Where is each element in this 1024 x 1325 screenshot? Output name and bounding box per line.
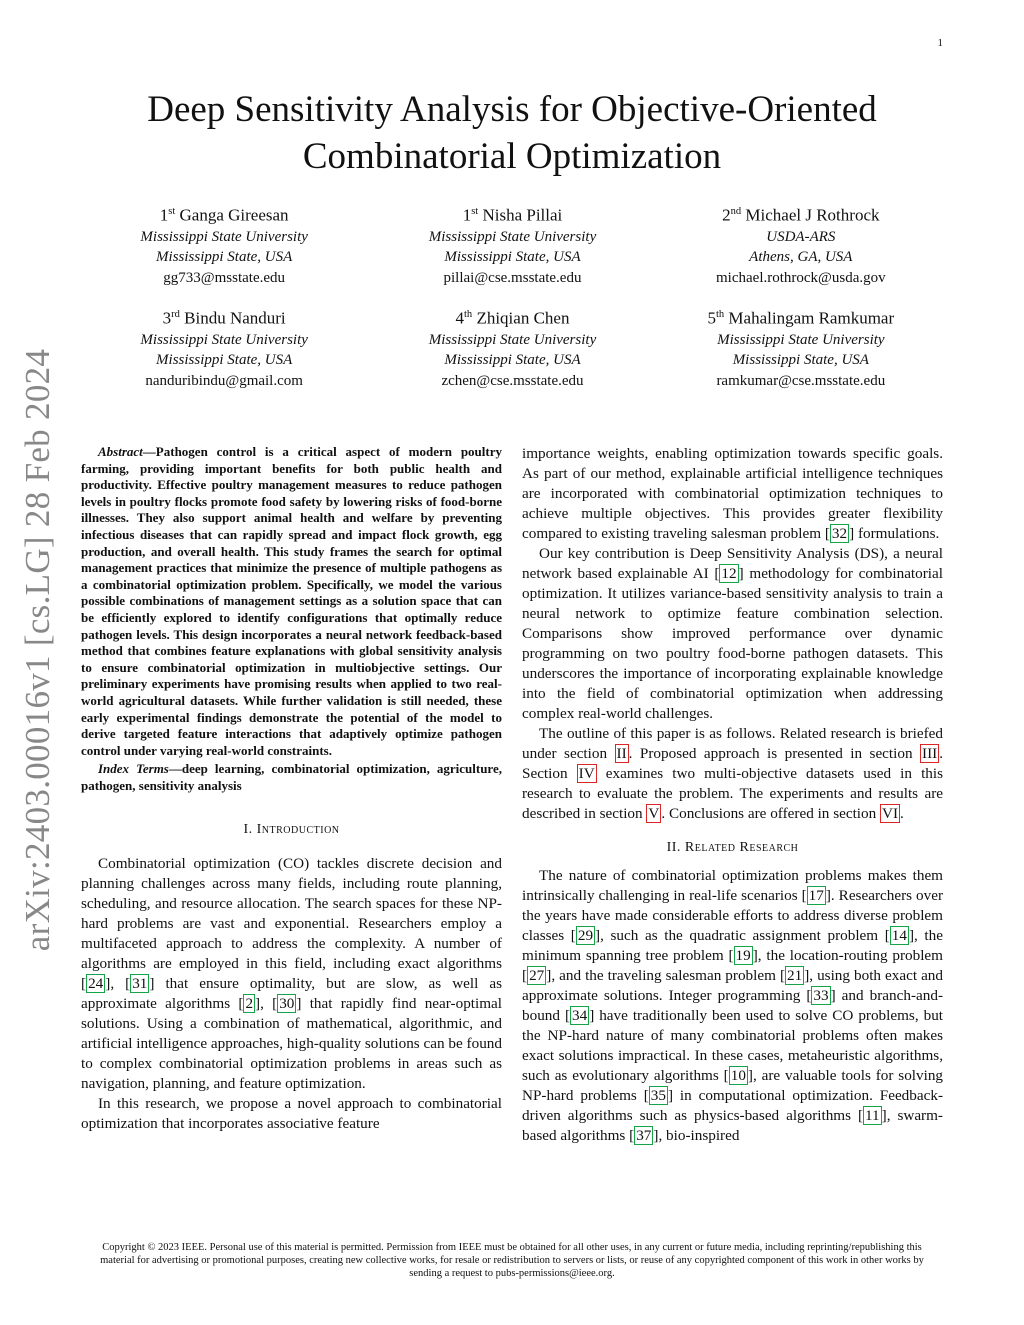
author-card (80, 200, 368, 288)
author-location: Mississippi State, USA (156, 352, 293, 369)
text-run: Our key contribution is Deep Sensitivity Analysis (DS), a neural network based explainable AI (522, 545, 943, 582)
section-link[interactable]: IV (578, 765, 595, 782)
author-name-line (368, 200, 656, 227)
author-name: Ganga Gireesan (179, 205, 289, 225)
section-link[interactable]: II (616, 745, 627, 762)
abstract (81, 444, 502, 759)
citation-link[interactable]: 34 (572, 1007, 588, 1024)
section-link[interactable]: III (922, 745, 938, 762)
intro-paragraph-1: Combinatorial optimization (CO) tackles discrete decision and planning challenges across many fields, including route planning, scheduling, and resource allocation. The search spaces for these NP-hard problems are vast and exponential. Researchers employ a multifaceted approach to address the complexity. A number of algorithms are employed in this field, including exact algorithms [ 24 ], [ 31 ] that ensure optimality, but are slow, as well as approximate algorithms [ 2 ], [ 30 ] that rapidly find near-optimal solutions. Using a combination of mathematical, algorithmic, and artificial intelligence approaches, high-quality solutions can be found to complex combinatorial optimization problems in areas such as navigation, planning, and feature optimization. (81, 855, 503, 1093)
section-link[interactable]: V (648, 805, 660, 822)
citation-link[interactable]: 30 (279, 995, 295, 1013)
citation-link[interactable]: 33 (813, 987, 829, 1004)
author-card (657, 200, 945, 288)
text-run: that rapidly find near-optimal solutions. Using a combination of mathematical, algorithmic, and artificial intelligence approaches, high-quality solutions can be found to complex combinatorial optimization problems in areas such as navigation, planning, and feature optimization. (81, 995, 502, 1093)
author-affiliation: Mississippi State University (140, 228, 308, 245)
text-run: , the minimum spanning tree problem (522, 927, 943, 964)
author-affiliation: Mississippi State University (428, 228, 597, 245)
text-run: , the location-routing problem (757, 947, 943, 964)
abstract-label: Abstract (98, 444, 143, 459)
author-email: gg733@msstate.edu (163, 269, 286, 286)
author-affiliation: Mississippi State University (428, 331, 597, 348)
citation-link[interactable]: 17 (808, 887, 824, 904)
citation-link[interactable]: 29 (577, 927, 594, 944)
author-affiliation: Mississippi State University (140, 331, 308, 348)
index-terms-label: Index Terms (98, 761, 169, 777)
author-ordinal-suffix: st (471, 206, 479, 217)
author-email: nanduribindu@gmail.com (145, 372, 303, 389)
author-ordinal: 3 (162, 308, 172, 328)
section-link[interactable]: VI (882, 805, 899, 822)
author-card (80, 303, 368, 391)
author-ordinal: 1 (159, 205, 169, 225)
text-run: , using both exact and approximate solutions. Integer programming (522, 967, 943, 1004)
left-column (81, 444, 502, 1134)
citation-link[interactable]: 2 (245, 995, 254, 1013)
text-run: , and the traveling salesman problem (551, 967, 780, 984)
text-run: importance weights, enabling optimization towards specific goals. As part of our method, explainable artificial intelligence techniques are incorporated with combinatorial optimization techniques to achieve multiple objectives. This provides greater flexibility compared to existing traveling salesman problem (522, 445, 943, 542)
text-run: . Researchers over the years have made considerable efforts to address diverse problem classes (522, 887, 943, 944)
index-terms-text: —deep learning, combinatorial optimization, agriculture, pathogen, sensitivity analysis (81, 761, 502, 793)
citation-link[interactable]: 37 (636, 1127, 652, 1144)
author-name-line (368, 303, 656, 330)
text-run: that ensure optimality, but are slow, as well as approximate algorithms (81, 975, 503, 1013)
author-ordinal-suffix: th (716, 309, 725, 321)
author-name-line (80, 303, 368, 330)
author-ordinal-suffix: th (464, 309, 473, 321)
text-run: have traditionally been used to solve CO problems, but the NP-hard nature of many combinatorial problems often makes exact solutions impractical. In these cases, metaheuristic algorithms, such as evolutionary algorithms (522, 1007, 944, 1084)
text-run: . (900, 805, 904, 822)
citation-link[interactable]: 19 (735, 947, 751, 964)
related-research-paragraph: The nature of combinatorial optimization problems makes them intrinsically challenging in real-life scenarios [ 17 ]. Researchers over the years have made considerable efforts to address diverse problem classes [ 29 ], such as the quadratic assignment problem [ 14 ], the minimum spanning tree problem [ 19 ], the location-routing problem [ 27 ], and the traveling salesman problem [ 21 ], using both exact and approximate solutions. Integer programming [ 33 ] and branch-and-bound [ 34 ] have traditionally been used to solve CO problems, but the NP-hard nature of many combinatorial problems often makes exact solutions impractical. In these cases, metaheuristic algorithms, such as evolutionary algorithms [ 10 ], are valuable tools for solving NP-hard problems [ 35 ] in computational optimization. Feedback-driven algorithms such as physics-based algorithms [ 11 ], swarm-based algorithms [ 37 ], bio-inspired (522, 867, 944, 1144)
text-run: , are valuable tools for solving NP-hard problems (522, 1067, 944, 1104)
contribution-paragraph: Our key contribution is Deep Sensitivity Analysis (DS), a neural network based explainable AI [ 12 ] methodology for combinatorial optimization. It utilizes variance-based sensitivity analysis to train a neural network to optimize feature combination selection. Comparisons show improved performance over dynamic programming on two poultry food-borne pathogen datasets. This underscores the importance of incorporating explainable knowledge into the field of combinatorial optimization when addressing complex real-world challenges. (522, 545, 943, 722)
author-row (80, 200, 945, 288)
intro-paragraph-2: In this research, we propose a novel approach to combinatorial optimization that incorporates associative feature (81, 1095, 502, 1133)
citation-link[interactable]: 14 (891, 927, 907, 944)
text-run: The outline of this paper is as follows. Related research is briefed under section (522, 725, 943, 762)
author-ordinal-suffix: rd (171, 309, 180, 321)
text-run: The nature of combinatorial optimization problems makes them intrinsically challenging in real-life scenarios (522, 867, 943, 904)
author-ordinal: 5 (707, 308, 716, 328)
author-name: Bindu Nanduri (184, 308, 286, 328)
author-location: Mississippi State, USA (156, 249, 293, 266)
author-name: Michael J Rothrock (745, 205, 880, 225)
author-name-line (80, 200, 368, 227)
author-card (657, 303, 945, 391)
text-run: formulations. (854, 525, 940, 542)
citation-link[interactable]: 12 (721, 565, 737, 582)
text-run: , (260, 995, 273, 1013)
text-run: in computational optimization. Feedback-driven algorithms such as physics-based algorithms (522, 1087, 944, 1124)
author-affiliation: Mississippi State University (717, 331, 885, 348)
author-location: Mississippi State, USA (732, 352, 869, 369)
citation-link[interactable]: 21 (787, 967, 803, 984)
author-row (80, 303, 945, 391)
intro-paragraph-continued: importance weights, enabling optimization towards specific goals. As part of our method, explainable artificial intelligence techniques are incorporated with combinatorial optimization techniques to achieve multiple objectives. This provides greater flexibility compared to existing traveling salesman problem [ 32 ] formulations. (522, 445, 943, 542)
citation-link[interactable]: 27 (529, 967, 545, 984)
citation-link[interactable]: 24 (88, 975, 104, 993)
citation-link[interactable]: 32 (831, 525, 848, 542)
section-heading-related-research: II. Related Research (666, 840, 799, 855)
text-run: examines two multi-objective datasets used in this research to evaluate the problem. The experiments and results are described in section (522, 765, 944, 822)
author-block (80, 200, 945, 406)
section-heading-introduction: I. Introduction (243, 822, 340, 838)
text-run: . Conclusions are offered in section (661, 805, 881, 822)
author-affiliation: USDA-ARS (766, 228, 836, 245)
text-run: . Section (522, 745, 943, 782)
text-run: , such as the quadratic assignment problem (600, 927, 885, 944)
author-location: Athens, GA, USA (749, 249, 853, 266)
copyright-notice: Copyright © 2023 IEEE. Personal use of this material is permitted. Permission from IEEE must be obtained for all other uses, in any current or future media, including reprinting/republishing this material for advertising or promotional purposes, creating new collective works, for resale or redistribution to servers or lists, or reuse of any copyrighted component of this work in other works by sending a request to pubs-permissions@ieee.org. (100, 1242, 924, 1279)
abstract-text: —Pathogen control is a critical aspect of modern poultry farming, providing important benefits for both public health and productivity. Effective poultry management measures to reduce pathogen levels in poultry flocks promote food safety by lowering risks of food-borne illnesses. They also support animal health and welfare by preventing infectious diseases that can rapidly spread and impact flock growth, egg production, and overall health. This study frames the search for optimal management practices that minimize the presence of multiple pathogens as a combinatorial optimization problem. Specifically, we model the various possible combinations of management settings as a solution space that can be efficiently explored to identify configurations that optimally reduce pathogen levels. This design incorporates a neural network feedback-based method that combines feature explanations with global sensitivity analysis to ensure combinatorial optimization in multiobjective settings. Our preliminary experiments have promising results when applied to two real-world agricultural datasets. While further validation is still needed, these early experimental findings demonstrate the potential of the model to derive targeted feature interactions that adaptively optimize pathogen control under varying real-world constraints. (81, 444, 502, 758)
author-ordinal: 4 (455, 308, 465, 328)
author-email: pillai@cse.msstate.edu (443, 269, 582, 286)
text-run: , bio-inspired (658, 1127, 740, 1144)
author-ordinal: 1 (462, 205, 472, 225)
author-card (368, 303, 656, 391)
citation-link[interactable]: 10 (730, 1067, 746, 1084)
text-run: , swarm-based algorithms (522, 1107, 943, 1144)
text-run: Combinatorial optimization (CO) tackles discrete decision and planning challenges across many fields, including route planning, scheduling, and resource allocation. The search spaces for these NP-hard problems are vast and exponential. Researchers employ a multifaceted approach to address the complexity. A number of algorithms are employed in this field, including exact algorithms (81, 855, 502, 973)
text-run: , (110, 975, 126, 993)
author-ordinal-suffix: st (168, 206, 176, 217)
author-name-line (657, 303, 945, 330)
index-terms (81, 761, 502, 794)
text-run: . Proposed approach is presented in section (628, 745, 921, 762)
author-ordinal: 2 (722, 205, 731, 225)
author-name: Nisha Pillai (482, 205, 563, 225)
arxiv-identifier: arXiv:2403.00016v1 [cs.LG] 28 Feb 2024 (18, 348, 57, 952)
citation-link[interactable]: 31 (132, 975, 148, 993)
author-card (368, 200, 656, 288)
author-location: Mississippi State, USA (444, 249, 581, 266)
author-location: Mississippi State, USA (444, 352, 581, 369)
citation-link[interactable]: 11 (865, 1107, 880, 1124)
outline-paragraph (522, 724, 943, 824)
author-email: ramkumar@cse.msstate.edu (716, 372, 886, 389)
author-name-line (657, 200, 945, 227)
right-column (522, 444, 943, 1146)
text-run: and branch-and-bound (522, 987, 944, 1024)
author-name: Mahalingam Ramkumar (728, 308, 895, 328)
citation-link[interactable]: 35 (650, 1087, 666, 1104)
page-number: 1 (937, 37, 943, 49)
author-email: zchen@cse.msstate.edu (441, 372, 584, 389)
author-email: michael.rothrock@usda.gov (716, 269, 886, 286)
paper-title: Deep Sensitivity Analysis for Objective-Oriented Combinatorial Optimization (147, 89, 877, 177)
text-run: methodology for combinatorial optimization. It utilizes variance-based sensitivity analysis to train a neural network to optimize feature combination selection. Comparisons show improved performance over dynamic programming on two poultry food-borne pathogen datasets. This underscores the importance of incorporating explainable knowledge into the field of combinatorial optimization when addressing complex real-world challenges. (522, 565, 943, 722)
author-name: Zhiqian Chen (476, 308, 570, 328)
author-ordinal-suffix: nd (730, 206, 742, 217)
